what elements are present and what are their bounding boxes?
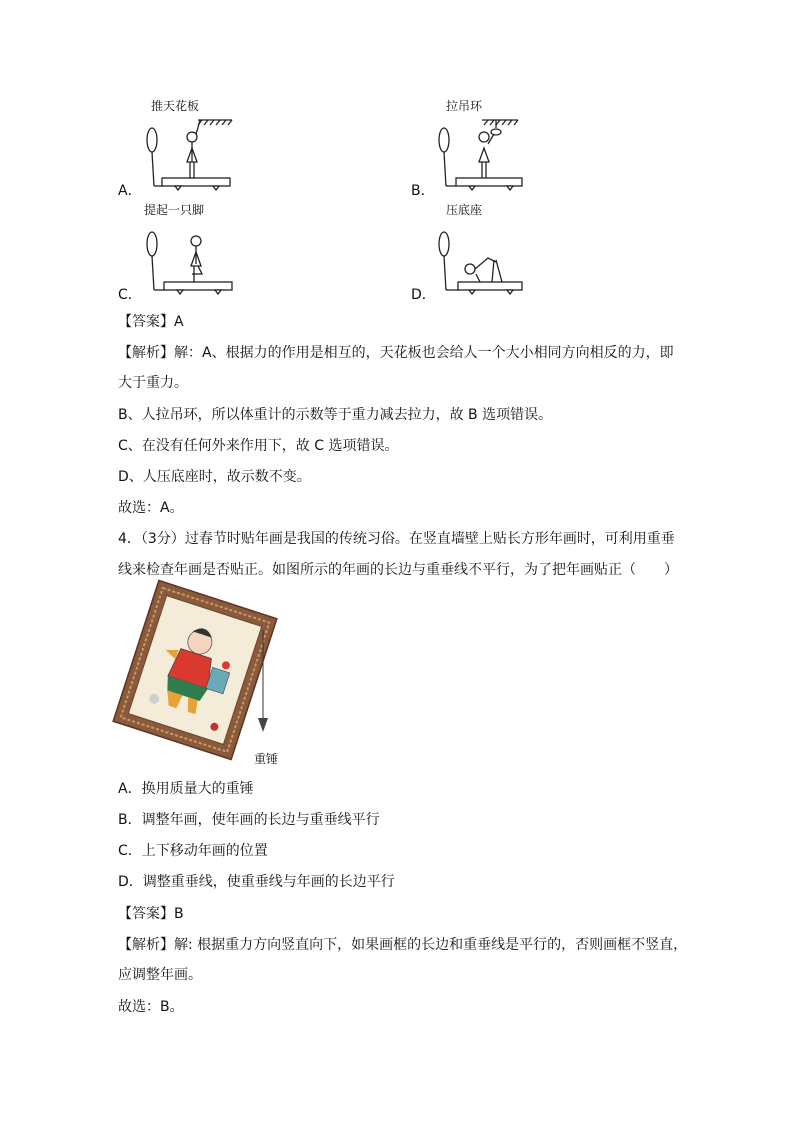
option-c-letter: C． [118, 287, 142, 303]
q4-stem-line-1: 4．（3分）过春节时贴年画是我国的传统习俗。在竖直墙壁上贴长方形年画时，可利用重垂 [118, 531, 675, 547]
plumb-bob-label: 重锤 [254, 752, 279, 766]
option-b-letter: B． [411, 183, 435, 199]
q3-analysis-line-2: 大于重力。 [118, 375, 188, 391]
figure-a-scale-diagram [140, 112, 240, 192]
option-a-letter: A． [118, 183, 142, 199]
q4-analysis-line-2: 应调整年画。 [118, 967, 202, 983]
q4-option-c: C．上下移动年画的位置 [118, 843, 268, 859]
q4-answer: 【答案】B [118, 906, 184, 922]
figure-d-scale-diagram [432, 222, 532, 298]
q4-option-d: D．调整重垂线，使重垂线与年画的长边平行 [118, 874, 395, 890]
new-year-painting-figure [115, 590, 295, 770]
q3-answer: 【答案】A [118, 314, 184, 330]
q3-analysis-line-1: 【解析】解：A、根据力的作用是相互的，天花板也会给人一个大小相同方向相反的力，即 [118, 345, 674, 361]
q4-analysis-line-1: 【解析】解: 根据重力方向竖直向下，如果画框的长边和重垂线是平行的，否则画框不竖直， [118, 937, 688, 953]
figure-b-scale-diagram [432, 112, 532, 192]
q4-stem-line-2: 线来检查年画是否贴正。如图所示的年画的长边与重垂线不平行，为了把年画贴正（ ） [118, 562, 678, 578]
q4-option-a: A．换用质量大的重锤 [118, 781, 254, 797]
q4-choice: 故选：B。 [118, 999, 184, 1015]
figure-c-caption: 提起一只脚 [144, 203, 205, 217]
figure-d-caption: 压底座 [446, 203, 483, 217]
option-d-letter: D． [411, 287, 436, 303]
q3-analysis-d: D、人压底座时，故示数不变。 [118, 469, 311, 485]
q3-analysis-b: B、人拉吊环，所以体重计的示数等于重力减去拉力，故 B 选项错误。 [118, 407, 553, 423]
q3-choice: 故选：A。 [118, 500, 184, 516]
q3-analysis-c: C、在没有任何外来作用下，故 C 选项错误。 [118, 438, 399, 454]
figure-b-caption: 拉吊环 [446, 99, 483, 113]
q4-option-b: B．调整年画，使年画的长边与重垂线平行 [118, 812, 380, 828]
figure-c-scale-diagram [140, 222, 240, 298]
figure-a-caption: 推天花板 [151, 99, 200, 113]
